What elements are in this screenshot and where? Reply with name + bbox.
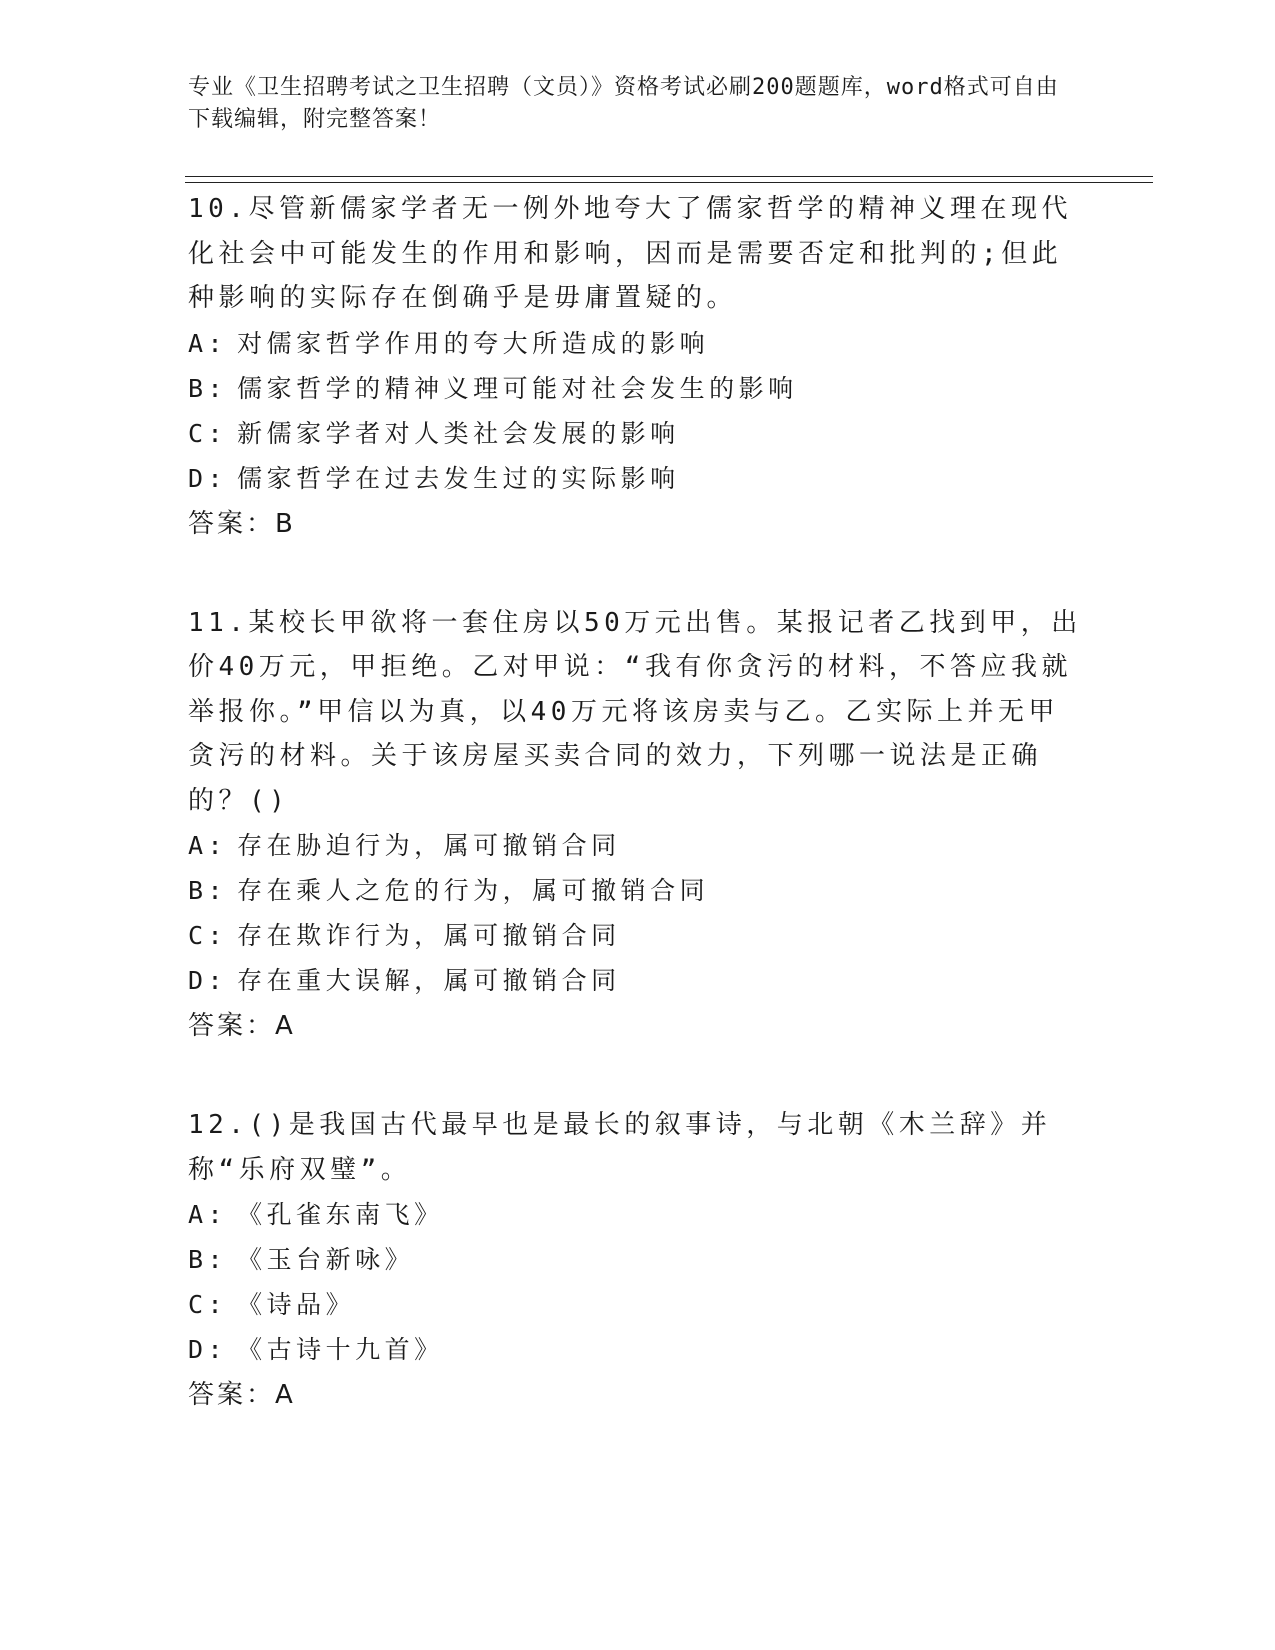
header-rule-thick [185, 182, 1153, 183]
option-letter: B: [188, 373, 228, 403]
option-list [188, 823, 1088, 1003]
question-text [188, 187, 1088, 321]
question-stem: 某校长甲欲将一套住房以50万元出售。某报记者乙找到甲，出价40万元，甲拒绝。乙对甲说：“我有你贪污的材料，不答应我就举报你。”甲信以为真，以40万元将该房卖与乙。乙实际上并无甲贪污的材料。关于该房屋买卖合同的效力，下列哪一说法是正确的？() [188, 607, 1082, 816]
question-11 [188, 601, 1088, 1050]
document-header [188, 72, 1068, 136]
option-list [188, 1192, 1088, 1372]
option-text: 存在重大误解，属可撤销合同 [237, 966, 621, 995]
question-stem: 尽管新儒家学者无一例外地夸大了儒家哲学的精神义理在现代化社会中可能发生的作用和影响，因而是需要否定和批判的;但此种影响的实际存在倒确乎是毋庸置疑的。 [188, 194, 1072, 313]
option-letter: A: [188, 831, 228, 860]
option-letter: A: [188, 328, 228, 358]
question-text [188, 1103, 1088, 1192]
option-d [188, 1327, 1088, 1372]
answer-line: 答案：A [188, 1011, 296, 1041]
option-b [188, 1237, 1088, 1282]
option-text: 存在胁迫行为，属可撤销合同 [237, 831, 621, 860]
question-number: 12. [188, 1110, 249, 1140]
option-a [188, 321, 1088, 366]
option-text: 《孔雀东南飞》 [237, 1200, 444, 1229]
option-list [188, 321, 1088, 501]
question-text [188, 601, 1088, 824]
option-text: 《古诗十九首》 [237, 1335, 444, 1364]
option-a [188, 1192, 1088, 1237]
option-letter: D: [188, 1335, 228, 1364]
option-text: 存在欺诈行为，属可撤销合同 [237, 921, 621, 950]
option-a [188, 823, 1088, 868]
option-b [188, 366, 1088, 411]
option-letter: C: [188, 418, 228, 448]
answer-line: 答案：B [188, 508, 296, 539]
question-stem: ()是我国古代最早也是最长的叙事诗，与北朝《木兰辞》并称“乐府双璧”。 [188, 1110, 1052, 1185]
option-c [188, 913, 1088, 958]
option-c [188, 411, 1088, 456]
option-text: 儒家哲学的精神义理可能对社会发生的影响 [237, 373, 798, 403]
question-number: 10. [188, 194, 249, 224]
question-10 [188, 187, 1088, 547]
option-letter: B: [188, 1245, 228, 1274]
option-letter: D: [188, 463, 228, 493]
answer-line: 答案：A [188, 1380, 296, 1410]
option-text: 存在乘人之危的行为，属可撤销合同 [237, 876, 710, 905]
option-d [188, 958, 1088, 1003]
option-c [188, 1282, 1088, 1327]
option-text: 儒家哲学在过去发生过的实际影响 [237, 463, 680, 493]
option-text: 对儒家哲学作用的夸大所造成的影响 [237, 328, 710, 358]
question-list [188, 187, 1088, 1472]
header-title: 专业《卫生招聘考试之卫生招聘（文员）》资格考试必刷200题题库，word格式可自由下载编辑，附完整答案！ [188, 75, 1059, 132]
option-text: 新儒家学者对人类社会发展的影响 [237, 418, 680, 448]
option-text: 《玉台新咏》 [237, 1245, 415, 1274]
option-letter: B: [188, 876, 228, 905]
option-letter: C: [188, 1290, 228, 1319]
option-letter: C: [188, 921, 228, 950]
option-text: 《诗品》 [237, 1290, 356, 1319]
question-12 [188, 1103, 1088, 1418]
option-d [188, 456, 1088, 501]
header-rule-thin [185, 176, 1153, 177]
question-number: 11. [188, 607, 249, 638]
option-letter: A: [188, 1200, 228, 1229]
option-b [188, 868, 1088, 913]
option-letter: D: [188, 966, 228, 995]
